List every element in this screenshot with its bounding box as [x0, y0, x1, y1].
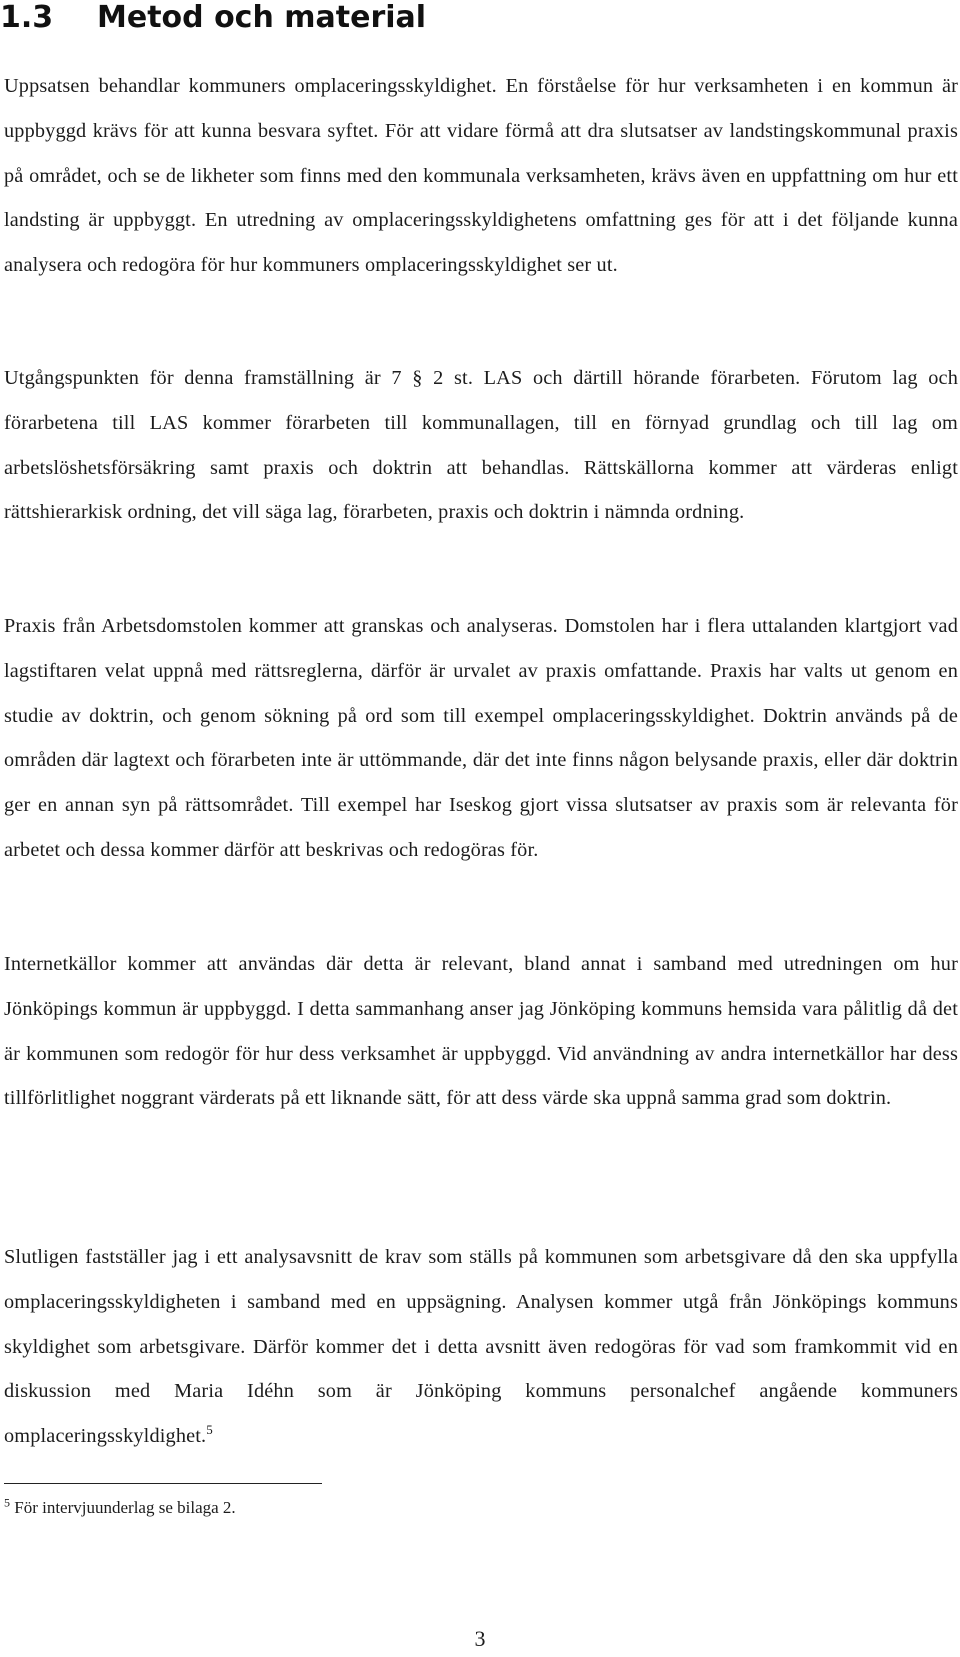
- paragraph-1: Uppsatsen behandlar kommuners omplaceringsskyldighet. En förståelse för hur verksamheten i en kommun är uppbyggd krävs för att kunna besvara syftet. För att vidare förmå att dra slutsatser av landstingskommunal praxis på området, och se de likheter som finns med den kommunala verksamheten, krävs även en uppfattning om hur ett landsting är uppbyggt. En utredning av omplaceringsskyldighetens omfattning ges för att i det följande kunna analysera och redogöra för hur kommuners omplaceringsskyldighet ser ut.: [4, 75, 958, 277]
- section-title: Metod och material: [97, 0, 427, 35]
- footnote-reference[interactable]: 5: [206, 1422, 213, 1438]
- footnote: [4, 1497, 236, 1519]
- paragraph-5-text: Slutligen fastställer jag i ett analysavsnitt de krav som ställs på kommunen som arbetsgivare då den ska uppfylla omplaceringsskyldigheten i samband med en uppsägning. Analysen kommer utgå från Jönköpings kommuns skyldighet som arbetsgivare. Därför kommer det i detta avsnitt även redogöras för vad som framkommit vid en diskussion med Maria Idéhn som är Jönköping kommuns personalchef angående kommuners omplaceringsskyldighet.: [4, 1246, 958, 1448]
- paragraph-2: Utgångspunkten för denna framställning är 7 § 2 st. LAS och därtill hörande förarbeten. Förutom lag och förarbetena till LAS kommer förarbeten till kommunallagen, till en förnyad grundlag och till lag om arbetslöshetsförsäkring samt praxis och doktrin att behandlas. Rättskällorna kommer att värderas enligt rättshierarkisk ordning, det vill säga lag, förarbeten, praxis och doktrin i nämnda ordning.: [4, 367, 958, 524]
- footnote-separator: [4, 1483, 322, 1484]
- paragraph-3: Praxis från Arbetsdomstolen kommer att granskas och analyseras. Domstolen har i flera uttalanden klartgjort vad lagstiftaren velat uppnå med rättsreglerna, därför är urvalet av praxis omfattande. Praxis har valts ut genom en studie av doktrin, och genom sökning på ord som till exempel omplaceringsskyldighet. Doktrin används på de områden där lagtext och förarbeten inte är uttömmande, där det inte finns någon belysande praxis, eller där doktrin ger en annan syn på rättsområdet. Till exempel har Iseskog gjort vissa slutsatser av praxis som är relevanta för arbetet och dessa kommer därför att beskrivas och redogöras för.: [4, 615, 958, 861]
- page-number: 3: [474, 1626, 486, 1651]
- paragraph-4: Internetkällor kommer att användas där detta är relevant, bland annat i samband med utredningen om hur Jönköpings kommun är uppbyggd. I detta sammanhang anser jag Jönköping kommuns hemsida vara pålitlig då det är kommunen som redogör för hur dess verksamhet är uppbyggd. Vid användning av andra internetkällor har dess tillförlitlighet noggrant värderats på ett liknande sätt, för att dess värde ska uppnå samma grad som doktrin.: [4, 953, 958, 1110]
- section-heading: [0, 0, 426, 36]
- paragraph-5: [4, 1235, 958, 1459]
- section-number: 1.3: [0, 0, 54, 35]
- footnote-text: För intervjuunderlag se bilaga 2.: [14, 1498, 236, 1517]
- footnote-marker: 5: [4, 1495, 10, 1510]
